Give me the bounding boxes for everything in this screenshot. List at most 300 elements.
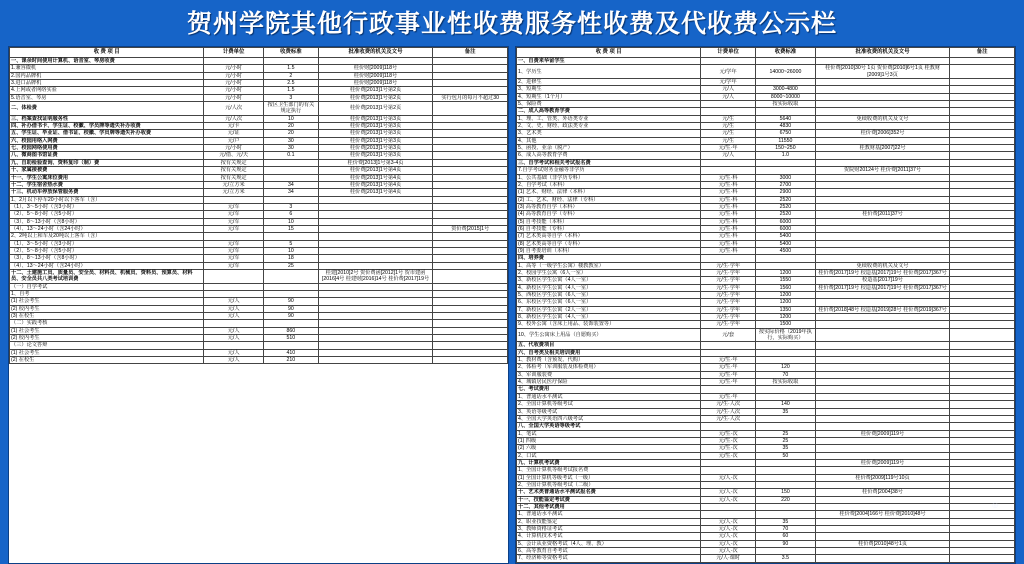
right-cell: 6000 xyxy=(756,218,816,225)
left-cell: 510 xyxy=(263,335,318,342)
left-cell: 6 xyxy=(263,211,318,218)
table-row xyxy=(517,415,1015,422)
right-cell: 桂价费[2006]352号 xyxy=(815,130,949,137)
right-cell xyxy=(815,58,949,65)
left-cell: 九、自助检验查询、资料复印（制）费 xyxy=(10,159,204,166)
left-cell: 桂价费[2013]1号第4页 xyxy=(318,174,433,181)
right-cell xyxy=(756,459,816,466)
right-cell xyxy=(815,137,949,144)
left-col-authority: 批准收费的机关及文号 xyxy=(318,48,433,58)
left-cell: 15 xyxy=(263,225,318,232)
left-cell xyxy=(318,349,433,356)
right-cell xyxy=(701,159,756,166)
right-cell: 元/生·年 xyxy=(701,379,756,386)
right-cell: 元/人·次 xyxy=(701,474,756,481)
left-cell: （2）、5～8小时（含5小时） xyxy=(10,211,204,218)
right-cell xyxy=(815,445,949,452)
left-cell xyxy=(433,123,508,130)
left-cell: 3 xyxy=(263,203,318,210)
left-cell xyxy=(433,298,508,305)
left-cell: 元/人次 xyxy=(204,115,264,122)
left-cell: 三、档案查找证明服务性 xyxy=(10,115,204,122)
right-cell: 元/生·次 xyxy=(701,452,756,459)
table-row xyxy=(10,145,508,152)
left-cell xyxy=(433,181,508,188)
right-cell: 2700 xyxy=(756,181,816,188)
right-cell xyxy=(950,292,1015,299)
left-cell xyxy=(433,327,508,334)
right-cell xyxy=(950,533,1015,540)
right-cell: 元/生·学年 xyxy=(701,277,756,284)
left-cell: 2、2吨以上和车及20吨以上客车（含） xyxy=(10,233,204,240)
table-row xyxy=(517,86,1015,93)
right-cell: 7.自学考试财务金融等非学历 xyxy=(517,167,701,174)
right-cell: 8000~10000 xyxy=(756,93,816,100)
left-cell xyxy=(204,320,264,327)
left-cell: 90 xyxy=(263,305,318,312)
table-row xyxy=(10,269,508,283)
right-cell: 七、考试费用 xyxy=(517,386,701,393)
right-cell: 元/套 xyxy=(701,328,756,342)
left-cell: 元/立方米 xyxy=(204,181,264,188)
right-cell: (6) 自考技能（专科） xyxy=(517,225,701,232)
right-cell: 1200 xyxy=(756,299,816,306)
left-cell: 元/车 xyxy=(204,240,264,247)
table-row xyxy=(517,430,1015,437)
right-cell: 150~250 xyxy=(756,145,816,152)
left-cell: 桂价费[2013]1号第3页 xyxy=(318,145,433,152)
table-row xyxy=(517,328,1015,342)
right-cell: 2、文、史、财经、政法类专业 xyxy=(517,123,701,130)
left-cell xyxy=(263,159,318,166)
right-cell xyxy=(950,108,1015,115)
right-cell: 6、高等教育自考考试 xyxy=(517,548,701,555)
right-cell xyxy=(815,255,949,262)
right-cell xyxy=(815,314,949,321)
right-cell: 2、进修生 xyxy=(517,79,701,86)
right-cell xyxy=(950,415,1015,422)
right-cell xyxy=(815,408,949,415)
right-cell: 桂价费[2010]30号 1页 贺价费[2010]6号1页 桂教财[2009]1号3页 xyxy=(815,65,949,79)
right-cell xyxy=(950,218,1015,225)
right-cell xyxy=(701,255,756,262)
right-cell: 免续收费的机关及文号 xyxy=(815,115,949,122)
left-cell xyxy=(433,203,508,210)
right-cell xyxy=(950,371,1015,378)
right-cell: 十一、技能鉴定考试费 xyxy=(517,496,701,503)
right-cell xyxy=(950,328,1015,342)
table-row xyxy=(517,459,1015,466)
right-cell: 70 xyxy=(756,371,816,378)
table-row xyxy=(517,408,1015,415)
left-cell: 十一、学生公寓床位费用 xyxy=(10,174,204,181)
left-cell: 5 xyxy=(263,240,318,247)
right-cell xyxy=(815,108,949,115)
right-cell: 校造基[2017]19号 xyxy=(815,277,949,284)
right-cell xyxy=(950,115,1015,122)
table-row xyxy=(517,511,1015,518)
right-cell xyxy=(950,247,1015,254)
right-cell: 桂价费[2010]48号1页 xyxy=(815,540,949,547)
left-cell: 按有关规定 xyxy=(204,174,264,181)
table-row xyxy=(517,115,1015,122)
right-cell xyxy=(950,386,1015,393)
left-cell: (1) 社会考生 xyxy=(10,298,204,305)
table-row xyxy=(517,262,1015,269)
left-cell: 元/车 xyxy=(204,211,264,218)
right-cell xyxy=(701,167,756,174)
right-cell: 元/生·次 xyxy=(701,437,756,444)
right-cell xyxy=(815,371,949,378)
right-cell: 十二、其他考试费用 xyxy=(517,503,701,510)
right-cell: 元/生·科 xyxy=(701,233,756,240)
left-cell xyxy=(433,218,508,225)
left-cell: 元/小时 xyxy=(204,72,264,79)
left-cell xyxy=(318,218,433,225)
right-cell: 元/生·科 xyxy=(701,181,756,188)
right-cell: 3、英语等级考试 xyxy=(517,408,701,415)
right-cell xyxy=(950,474,1015,481)
right-cell xyxy=(815,401,949,408)
right-cell: (7) 艺术类高等自学（本科） xyxy=(517,233,701,240)
left-cell xyxy=(433,87,508,94)
left-cell xyxy=(318,327,433,334)
left-cell xyxy=(433,174,508,181)
right-cell xyxy=(950,240,1015,247)
left-cell: 10 xyxy=(263,218,318,225)
right-cell xyxy=(815,555,949,562)
left-cell: 桂价费[2013]1号第4页 xyxy=(318,181,433,188)
right-cell: 按实际价格（2019年执行，实际购买） xyxy=(756,328,816,342)
right-cell: 5400 xyxy=(756,240,816,247)
right-col-standard: 收费标准 xyxy=(756,48,816,58)
right-cell xyxy=(815,452,949,459)
right-cell: 元/生·人次 xyxy=(701,408,756,415)
right-cell xyxy=(701,467,756,474)
right-cell xyxy=(701,386,756,393)
right-cell: 4、短期生（1个月） xyxy=(517,93,701,100)
table-row xyxy=(517,181,1015,188)
right-cell: 元/生·科 xyxy=(701,174,756,181)
right-cell: 元/学年 xyxy=(701,79,756,86)
right-cell: 桂价费[2017]19号 校造基[2017]19号 桂价费[2017]367号 xyxy=(815,269,949,276)
table-row xyxy=(517,314,1015,321)
left-cell xyxy=(433,145,508,152)
right-cell: 元/生·科 xyxy=(701,218,756,225)
right-cell xyxy=(950,548,1015,555)
left-cell xyxy=(318,203,433,210)
right-cell: 2520 xyxy=(756,203,816,210)
right-cell xyxy=(815,357,949,364)
table-row xyxy=(517,393,1015,400)
right-cell: 1200 xyxy=(756,269,816,276)
table-row xyxy=(517,518,1015,525)
left-cell: 桂价费[2013]1号第4页 xyxy=(318,189,433,196)
left-cell xyxy=(318,240,433,247)
right-cell xyxy=(756,167,816,174)
right-cell xyxy=(815,467,949,474)
table-row xyxy=(10,159,508,166)
right-cell xyxy=(756,342,816,349)
table-row xyxy=(517,247,1015,254)
table-row xyxy=(517,349,1015,356)
right-cell: 5400 xyxy=(756,233,816,240)
left-cell xyxy=(318,196,433,203)
right-cell xyxy=(950,299,1015,306)
table-row xyxy=(10,123,508,130)
left-col-item: 收 费 项 目 xyxy=(10,48,204,58)
left-cell xyxy=(433,240,508,247)
right-cell: 7、新校区学生公寓（2人一室） xyxy=(517,306,701,313)
right-cell: 9、校外公寓（含床上用品、装饰装置等） xyxy=(517,321,701,328)
table-row xyxy=(517,269,1015,276)
right-cell: 元/人·次 xyxy=(701,489,756,496)
right-cell xyxy=(950,284,1015,291)
table-row xyxy=(10,327,508,334)
left-cell xyxy=(318,225,433,232)
table-row xyxy=(10,255,508,262)
table-row xyxy=(517,379,1015,386)
left-cell: 860 xyxy=(263,327,318,334)
right-cell: 元/生·年 xyxy=(701,371,756,378)
left-cell xyxy=(433,58,508,65)
table-row xyxy=(517,437,1015,444)
left-cell: 30 xyxy=(263,137,318,144)
right-cell: 3.5 xyxy=(756,555,816,562)
left-cell xyxy=(433,313,508,320)
right-cell xyxy=(950,58,1015,65)
left-cell xyxy=(318,342,433,349)
table-row xyxy=(517,218,1015,225)
right-cell: 3000-4800 xyxy=(756,86,816,93)
right-cell: 1560 xyxy=(756,284,816,291)
right-cell xyxy=(950,65,1015,79)
right-cell: 1、全国计算机等级考试报名费 xyxy=(517,467,701,474)
right-cell xyxy=(701,459,756,466)
right-cell xyxy=(950,481,1015,488)
table-row xyxy=(10,80,508,87)
right-cell: 元/人·次 xyxy=(701,518,756,525)
table-row xyxy=(517,79,1015,86)
left-cell: 元/车 xyxy=(204,218,264,225)
table-row xyxy=(517,233,1015,240)
right-cell: 4、全国大学英语四六级考试 xyxy=(517,415,701,422)
left-cell: 桂价费[2013]1号第3页 xyxy=(318,115,433,122)
right-cell xyxy=(950,167,1015,174)
left-cell xyxy=(318,58,433,65)
table-row xyxy=(10,174,508,181)
right-cell: 元/生·科 xyxy=(701,211,756,218)
right-cell xyxy=(701,511,756,518)
table-row xyxy=(10,320,508,327)
table-row xyxy=(517,255,1015,262)
right-cell xyxy=(950,393,1015,400)
right-cell xyxy=(950,255,1015,262)
right-cell: 3、军训服装费 xyxy=(517,371,701,378)
right-cell: 元/人·次 xyxy=(701,548,756,555)
right-cell: 元/生·科 xyxy=(701,203,756,210)
right-cell xyxy=(950,123,1015,130)
right-cell xyxy=(950,101,1015,108)
right-cell: (5) 自考技能（本科） xyxy=(517,218,701,225)
left-cell xyxy=(433,115,508,122)
right-cell: 2、自学考试（本科） xyxy=(517,181,701,188)
table-row xyxy=(10,167,508,174)
right-cell: 元/生·学年 xyxy=(701,306,756,313)
right-cell xyxy=(950,211,1015,218)
left-cell xyxy=(433,349,508,356)
table-row xyxy=(517,145,1015,152)
right-cell: 桂价费[2017]19号 校造基[2017]19号 桂价费[2017]367号 xyxy=(815,284,949,291)
table-row xyxy=(10,203,508,210)
right-cell: 1200 xyxy=(756,314,816,321)
right-cell: 桂价费[2009]119号10页 xyxy=(815,474,949,481)
left-cell: 元/小时 xyxy=(204,94,264,101)
left-cell: 元/立方米 xyxy=(204,189,264,196)
right-cell: 元/生·科 xyxy=(701,196,756,203)
left-cell: (2) 校内考生 xyxy=(10,305,204,312)
table-row xyxy=(517,540,1015,547)
right-table-body xyxy=(517,58,1015,563)
right-cell: 2、全国计算机等级考试（二级） xyxy=(517,481,701,488)
right-cell: 桂价费[2004]38号 xyxy=(815,489,949,496)
right-cell: 2520 xyxy=(756,211,816,218)
table-row xyxy=(517,101,1015,108)
right-cell: 桂价费[2009]119号 xyxy=(815,430,949,437)
left-table-body xyxy=(10,58,508,364)
right-cell: 11550 xyxy=(756,137,816,144)
left-cell: 七、校园网络使用费 xyxy=(10,145,204,152)
right-cell: 元/生·科 xyxy=(701,247,756,254)
right-cell xyxy=(756,393,816,400)
right-cell xyxy=(756,349,816,356)
right-cell xyxy=(756,423,816,430)
right-cell xyxy=(950,269,1015,276)
right-cell: 2、体检考（军训服装及体检费用） xyxy=(517,364,701,371)
right-cell: 桂价费[2018]48号 校造基[2019]28号 桂价费[2019]367号 xyxy=(815,306,949,313)
left-cell: 按有关规定 xyxy=(204,159,264,166)
right-cell: 1、公共基础（非学历专科） xyxy=(517,174,701,181)
right-cell: 1、高等（一级学生公寓）楼教教室） xyxy=(517,262,701,269)
table-row xyxy=(10,87,508,94)
left-cell xyxy=(433,283,508,290)
right-cell xyxy=(815,225,949,232)
right-cell: 元/生·学年 xyxy=(701,321,756,328)
table-row xyxy=(10,130,508,137)
left-cell xyxy=(318,255,433,262)
right-cell: 1、普通话水平测试 xyxy=(517,511,701,518)
right-cell xyxy=(950,555,1015,562)
right-cell: 贺院财20124号 桂价费[2011]37号 xyxy=(815,167,949,174)
left-cell: 十三、机动车停放保管服务费 xyxy=(10,189,204,196)
right-cell xyxy=(950,526,1015,533)
right-cell xyxy=(815,437,949,444)
left-cell xyxy=(433,102,508,116)
table-row xyxy=(517,108,1015,115)
right-cell xyxy=(701,108,756,115)
left-cell: 元/车 xyxy=(204,203,264,210)
left-cell xyxy=(318,335,433,342)
right-cell: 元/生·人次 xyxy=(701,401,756,408)
right-cell xyxy=(950,342,1015,349)
left-cell xyxy=(318,305,433,312)
table-row xyxy=(517,452,1015,459)
right-cell: 1、笔试 xyxy=(517,430,701,437)
right-cell xyxy=(815,292,949,299)
right-cell: (3) 高等教育自学（本科） xyxy=(517,203,701,210)
right-cell xyxy=(950,203,1015,210)
left-cell: 元/车 xyxy=(204,255,264,262)
left-cell: 桂价财[2009]118号 xyxy=(318,72,433,79)
right-cell: 一、自费来华留学生 xyxy=(517,58,701,65)
left-cell: 按区卫生部门的有关规定执行 xyxy=(263,102,318,116)
right-cell: 元/生 xyxy=(701,123,756,130)
table-row xyxy=(10,196,508,203)
left-cell: 八、微商图书馆证费 xyxy=(10,152,204,159)
left-cell: （二）实践考核 xyxy=(10,320,204,327)
left-cell: 1.5 xyxy=(263,87,318,94)
right-cell: 140 xyxy=(756,401,816,408)
left-cell xyxy=(263,269,318,283)
left-cell: 元/小时 xyxy=(204,87,264,94)
left-cell xyxy=(433,269,508,283)
left-cell xyxy=(433,305,508,312)
right-cell xyxy=(756,58,816,65)
left-cell: 桂价费[2013]1号第3页 xyxy=(318,123,433,130)
table-row xyxy=(10,218,508,225)
left-cell xyxy=(433,65,508,72)
right-cell: 14000~26000 xyxy=(756,65,816,79)
right-cell xyxy=(756,386,816,393)
table-row xyxy=(517,474,1015,481)
right-cell: 元/生·次 xyxy=(701,445,756,452)
right-cell xyxy=(950,152,1015,159)
table-row xyxy=(517,58,1015,65)
right-cell xyxy=(950,277,1015,284)
right-cell: 70 xyxy=(756,526,816,533)
right-cell: 2520 xyxy=(756,196,816,203)
table-row xyxy=(10,357,508,364)
right-cell: 按实际收取 xyxy=(756,101,816,108)
right-col-unit: 计费单位 xyxy=(701,48,756,58)
right-cell: 60 xyxy=(756,533,816,540)
right-cell: 二、成人高等教育学费 xyxy=(517,108,701,115)
right-cell xyxy=(756,481,816,488)
left-cell xyxy=(433,255,508,262)
right-cell: 元/人·课时 xyxy=(701,555,756,562)
left-cell xyxy=(433,152,508,159)
left-cell: 1.5 xyxy=(263,65,318,72)
right-cell: 4、其他 xyxy=(517,137,701,144)
left-cell: 桂价费[2013]1号第3页 xyxy=(318,152,433,159)
table-row xyxy=(517,526,1015,533)
right-cell: 元/生·年 xyxy=(701,393,756,400)
left-cell: 桂价费[2013]1号第2页 xyxy=(318,87,433,94)
right-cell xyxy=(756,262,816,269)
left-cell xyxy=(263,174,318,181)
right-cell: 3000 xyxy=(756,174,816,181)
left-cell: 贺价费[2015]1号 xyxy=(433,225,508,232)
left-cell: 元/户 xyxy=(204,137,264,144)
left-cell xyxy=(433,189,508,196)
left-cell: （1）、3～5小时（含3小时） xyxy=(10,203,204,210)
table-row xyxy=(517,137,1015,144)
table-row xyxy=(10,94,508,101)
table-row xyxy=(517,423,1015,430)
left-cell: 元/卡 xyxy=(204,123,264,130)
right-cell: 元/生·年 xyxy=(701,364,756,371)
right-cell: 八、全国大学英语等级考试 xyxy=(517,423,701,430)
